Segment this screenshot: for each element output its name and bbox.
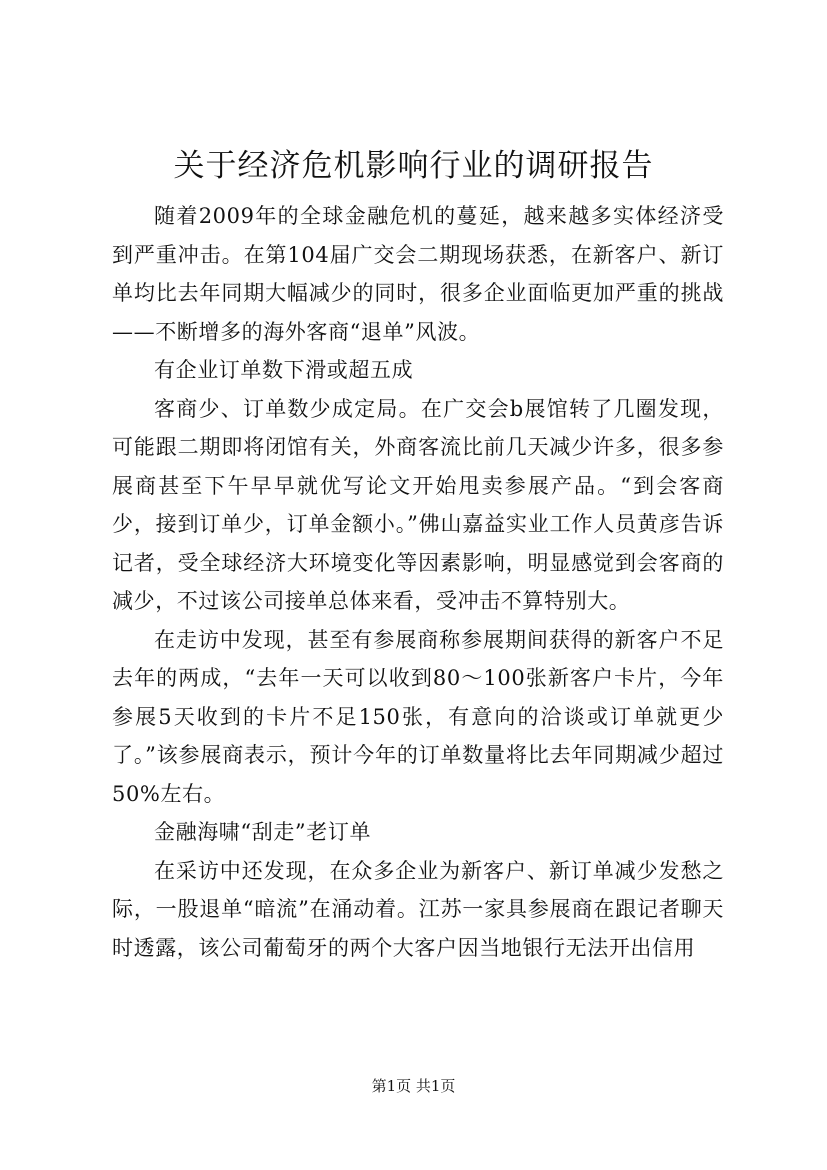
document-body: [112, 197, 724, 967]
document-title: 关于经济危机影响行业的调研报告: [173, 148, 654, 184]
paragraph: 在采访中还发现，在众多企业为新客户、新订单减少发愁之际，一股退单“暗流”在涌动着。江苏一家具参展商在跟记者聊天时透露，该公司葡萄牙的两个大客户因当地银行无法开出信用: [112, 858, 724, 960]
page-footer: 第1页 共1页: [371, 1077, 456, 1095]
section-heading: 有企业订单数下滑或超五成: [154, 358, 414, 382]
paragraph: 在走访中发现，甚至有参展商称参展期间获得的新客户不足去年的两成，“去年一天可以收到80～100张新客户卡片，今年参展5天收到的卡片不足150张，有意向的洽谈或订单就更少了。”该参展商表示，预计今年的订单数量将比去年同期减少超过50%左右。: [112, 627, 724, 806]
paragraph: 客商少、订单数少成定局。在广交会b展馆转了几圈发现，可能跟二期即将闭馆有关，外商客流比前几天减少许多，很多参展商甚至下午早早就优写论文开始甩卖参展产品。“到会客商少，接到订单少，订单金额小。”佛山嘉益实业工作人员黄彦告诉记者，受全球经济大环境变化等因素影响，明显感觉到会客商的减少，不过该公司接单总体来看，受冲击不算特别大。: [112, 396, 724, 613]
paragraph: 随着2009年的全球金融危机的蔓延，越来越多实体经济受到严重冲击。在第104届广交会二期现场获悉，在新客户、新订单均比去年同期大幅减少的同时，很多企业面临更加严重的挑战——不断增多的海外客商“退单”风波。: [112, 204, 724, 344]
section-heading: 金融海啸“刮走”老订单: [154, 820, 372, 844]
